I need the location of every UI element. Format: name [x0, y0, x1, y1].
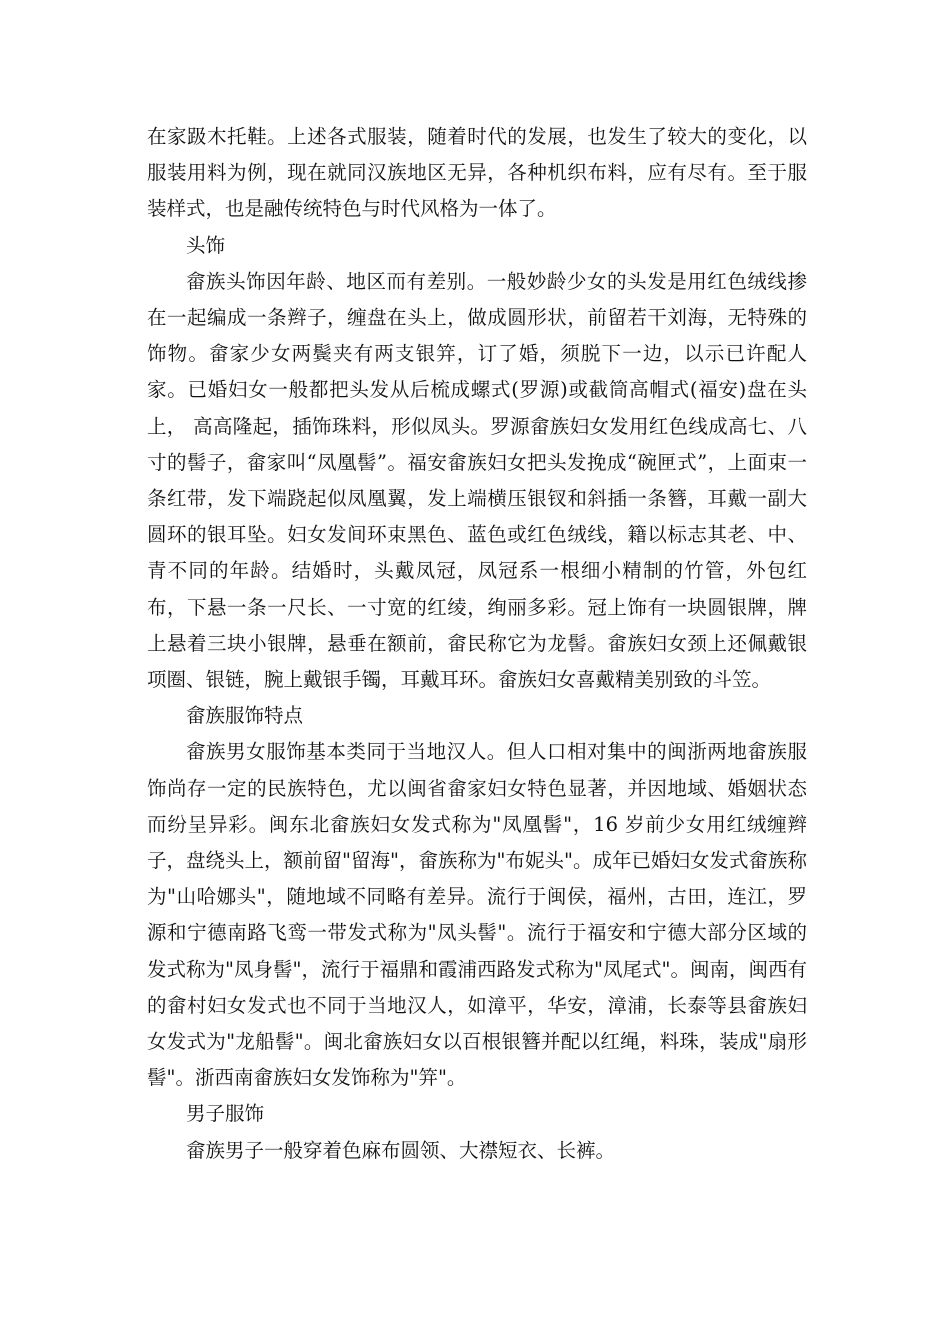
heading-costume-features: 畲族服饰特点: [186, 704, 304, 728]
heading-headwear: 头饰: [186, 233, 226, 257]
document-body: [147, 119, 807, 1169]
paragraph-mens-clothing: 畲族男子一般穿着色麻布圆领、大襟短衣、长裤。: [186, 1138, 616, 1162]
paragraph-headwear: 畲族头饰因年龄、地区而有差别。一般妙龄少女的头发是用红色绒线掺在一起编成一条辫子，缠盘在头上，做成圆形状，前留若干刘海，无特殊的饰物。畲家少女两鬓夹有两支银笄，订了婚，须脱下一边，以示已许配人家。已婚妇女一般都把头发从后梳成螺式(罗源)或截筒高帽式(福安)盘在头上， 高高隆起，插饰珠料，形似凤头。罗源畲族妇女发用红色线成高七、八寸的髻子，畲家叫“凤凰髻”。福安畲族妇女把头发挽成“碗匣式”，上面束一条红带，发下端跷起似凤凰翼，发上端横压银钗和斜插一条簪，耳戴一副大圆环的银耳坠。妇女发间环束黑色、蓝色或红色绒线，籍以标志其老、中、青不同的年龄。结婚时，头戴凤冠，凤冠系一根细小精制的竹管，外包红布，下悬一条一尺长、一寸宽的红绫，绚丽多彩。冠上饰有一块圆银牌，牌上悬着三块小银牌，悬垂在额前，畲民称它为龙髻。畲族妇女颈上还佩戴银项圈、银链，腕上戴银手镯，耳戴耳环。畲族妇女喜戴精美别致的斗笠。: [147, 269, 807, 692]
paragraph-clothing-change: 在家趿木托鞋。上述各式服装，随着时代的发展，也发生了较大的变化，以服装用料为例，现在就同汉族地区无异，各种机织布料，应有尽有。至于服装样式，也是融传统特色与时代风格为一体了。: [147, 125, 807, 221]
paragraph-costume-features: 畲族男女服饰基本类同于当地汉人。但人口相对集中的闽浙两地畲族服饰尚存一定的民族特色，尤以闽省畲家妇女特色显著，并因地域、婚姻状态而纷呈异彩。闽东北畲族妇女发式称为"凤凰髻"，16 岁前少女用红绒缠辫子，盘绕头上，额前留"留海"，畲族称为"布妮头"。成年已婚妇女发式畲族称为"山哈娜头"，随地域不同略有差异。流行于闽侯，福州，古田，连江，罗源和宁德南路飞鸾一带发式称为"凤头髻"。流行于福安和宁德大部分区域的发式称为"凤身髻"，流行于福鼎和霞浦西路发式称为"凤尾式"。闽南，闽西有的畲村妇女发式也不同于当地汉人，如漳平，华安，漳浦，长泰等县畲族妇女发式为"龙船髻"。闽北畲族妇女以百根银簪并配以红绳，料珠，装成"扇形髻"。浙西南畲族妇女发饰称为"笄"。: [147, 740, 807, 1090]
heading-mens-clothing: 男子服饰: [186, 1102, 265, 1126]
